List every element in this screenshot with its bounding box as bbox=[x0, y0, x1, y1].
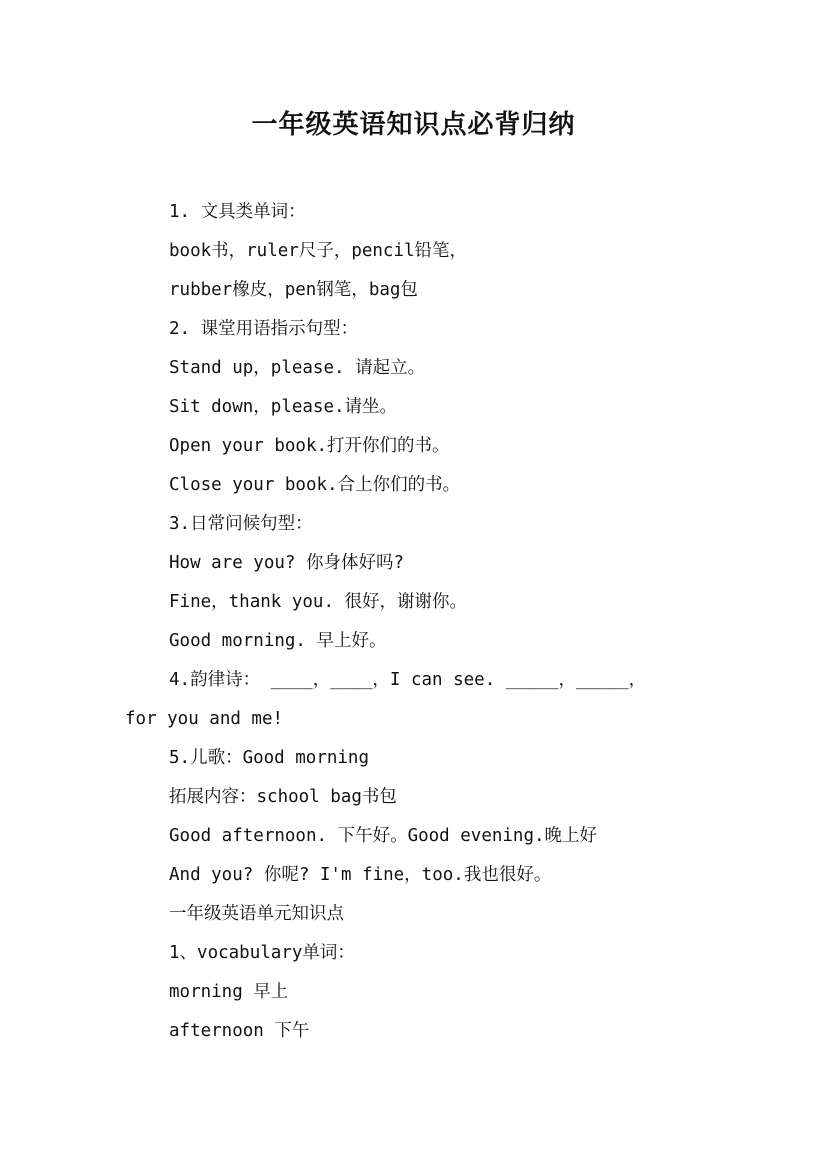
text-line: Good morning. 早上好。 bbox=[169, 631, 387, 651]
text-line: Fine，thank you. 很好，谢谢你。 bbox=[169, 592, 468, 612]
text-line: Good afternoon. 下午好。Good evening.晚上好 bbox=[169, 826, 598, 846]
section-heading-stationery: 1. 文具类单词： bbox=[169, 202, 306, 222]
section-heading-rhyme: 4.韵律诗： ____，____，I can see. _____，_____， bbox=[169, 670, 647, 690]
document-body bbox=[125, 198, 789, 1056]
text-line: Open your book.打开你们的书。 bbox=[169, 436, 450, 456]
text-line: Sit down，please.请坐。 bbox=[169, 397, 398, 417]
text-line: afternoon 下午 bbox=[169, 1021, 310, 1041]
document-title: 一年级英语知识点必背归纳 bbox=[251, 110, 576, 140]
text-line: How are you? 你身体好吗? bbox=[169, 553, 405, 573]
section-heading-vocabulary: 1、vocabulary单词： bbox=[169, 943, 355, 963]
text-line: rubber橡皮，pen钢笔，bag包 bbox=[169, 280, 418, 300]
text-line: And you? 你呢? I'm fine，too.我也很好。 bbox=[169, 865, 552, 885]
text-line: 拓展内容：school bag书包 bbox=[169, 787, 397, 807]
subsection-title: 一年级英语单元知识点 bbox=[169, 904, 344, 924]
text-line-continuation: for you and me! bbox=[125, 709, 284, 729]
section-heading-greetings: 3.日常问候句型： bbox=[169, 514, 313, 534]
text-line: Stand up，please. 请起立。 bbox=[169, 358, 426, 378]
text-line: book书，ruler尺子，pencil铅笔， bbox=[169, 241, 468, 261]
section-heading-classroom: 2. 课堂用语指示句型： bbox=[169, 319, 359, 339]
section-heading-song: 5.儿歌：Good morning bbox=[169, 748, 370, 768]
text-line: morning 早上 bbox=[169, 982, 289, 1002]
text-line: Close your book.合上你们的书。 bbox=[169, 475, 461, 495]
